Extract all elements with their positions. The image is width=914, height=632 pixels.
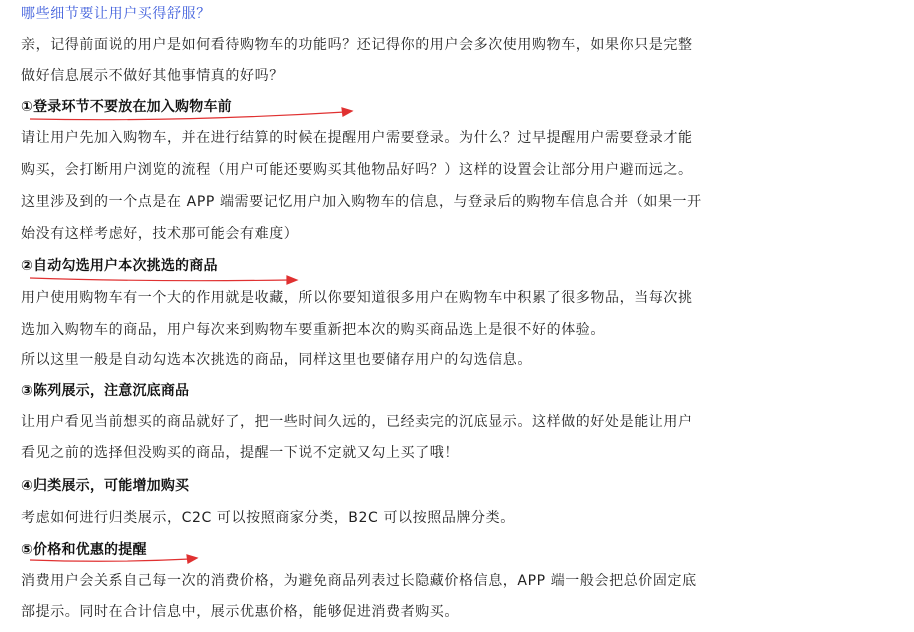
section-4-line-1: 考虑如何进行归类展示，C2C 可以按照商家分类，B2C 可以按照品牌分类。	[21, 510, 515, 526]
section-2-heading: ②自动勾选用户本次挑选的商品	[21, 258, 218, 274]
arrow-icon	[30, 276, 297, 284]
section-2-line-1: 用户使用购物车有一个大的作用就是收藏，所以你要知道很多用户在购物车中积累了很多物品，当每次挑	[21, 290, 693, 306]
section-4-heading: ④归类展示，可能增加购买	[21, 478, 190, 494]
section-5-heading: ⑤价格和优惠的提醒	[21, 542, 147, 558]
intro-line-1: 亲，记得前面说的用户是如何看待购物车的功能吗？还记得你的用户会多次使用购物车，如果你只是完整	[21, 37, 693, 53]
section-3-heading: ③陈列展示，注意沉底商品	[21, 383, 190, 399]
section-5-line-2: 部提示。同时在合计信息中，展示优惠价格，能够促进消费者购买。	[21, 604, 459, 620]
page-title: 哪些细节要让用户买得舒服？	[21, 6, 211, 22]
section-1-line-2: 购买，会打断用户浏览的流程（用户可能还要购买其他物品好吗？）这样的设置会让部分用户避而远之。	[21, 162, 693, 178]
section-1-heading: ①登录环节不要放在加入购物车前	[21, 99, 232, 115]
section-3-line-2: 看见之前的选择但没购买的商品，提醒一下说不定就又勾上买了哦！	[21, 445, 459, 461]
section-5-line-1: 消费用户会关系自己每一次的消费价格，为避免商品列表过长隐藏价格信息，APP 端一般会把总价固定底	[21, 573, 697, 589]
section-1-line-4: 始没有这样考虑好，技术那可能会有难度）	[21, 226, 299, 242]
section-1-line-3: 这里涉及到的一个点是在 APP 端需要记忆用户加入购物车的信息，与登录后的购物车信息合并（如果一开	[21, 194, 702, 210]
section-2-line-2: 选加入购物车的商品，用户每次来到购物车要重新把本次的购买商品选上是很不好的体验。	[21, 322, 605, 338]
section-3-line-1: 让用户看见当前想买的商品就好了，把一些时间久远的，已经卖完的沉底显示。这样做的好处是能让用户	[21, 414, 693, 430]
section-2-line-3: 所以这里一般是自动勾选本次挑选的商品，同样这里也要储存用户的勾选信息。	[21, 352, 532, 368]
intro-line-2: 做好信息展示不做好其他事情真的好吗？	[21, 68, 284, 84]
section-1-line-1: 请让用户先加入购物车，并在进行结算的时候在提醒用户需要登录。为什么？过早提醒用户需要登录才能	[21, 130, 693, 146]
